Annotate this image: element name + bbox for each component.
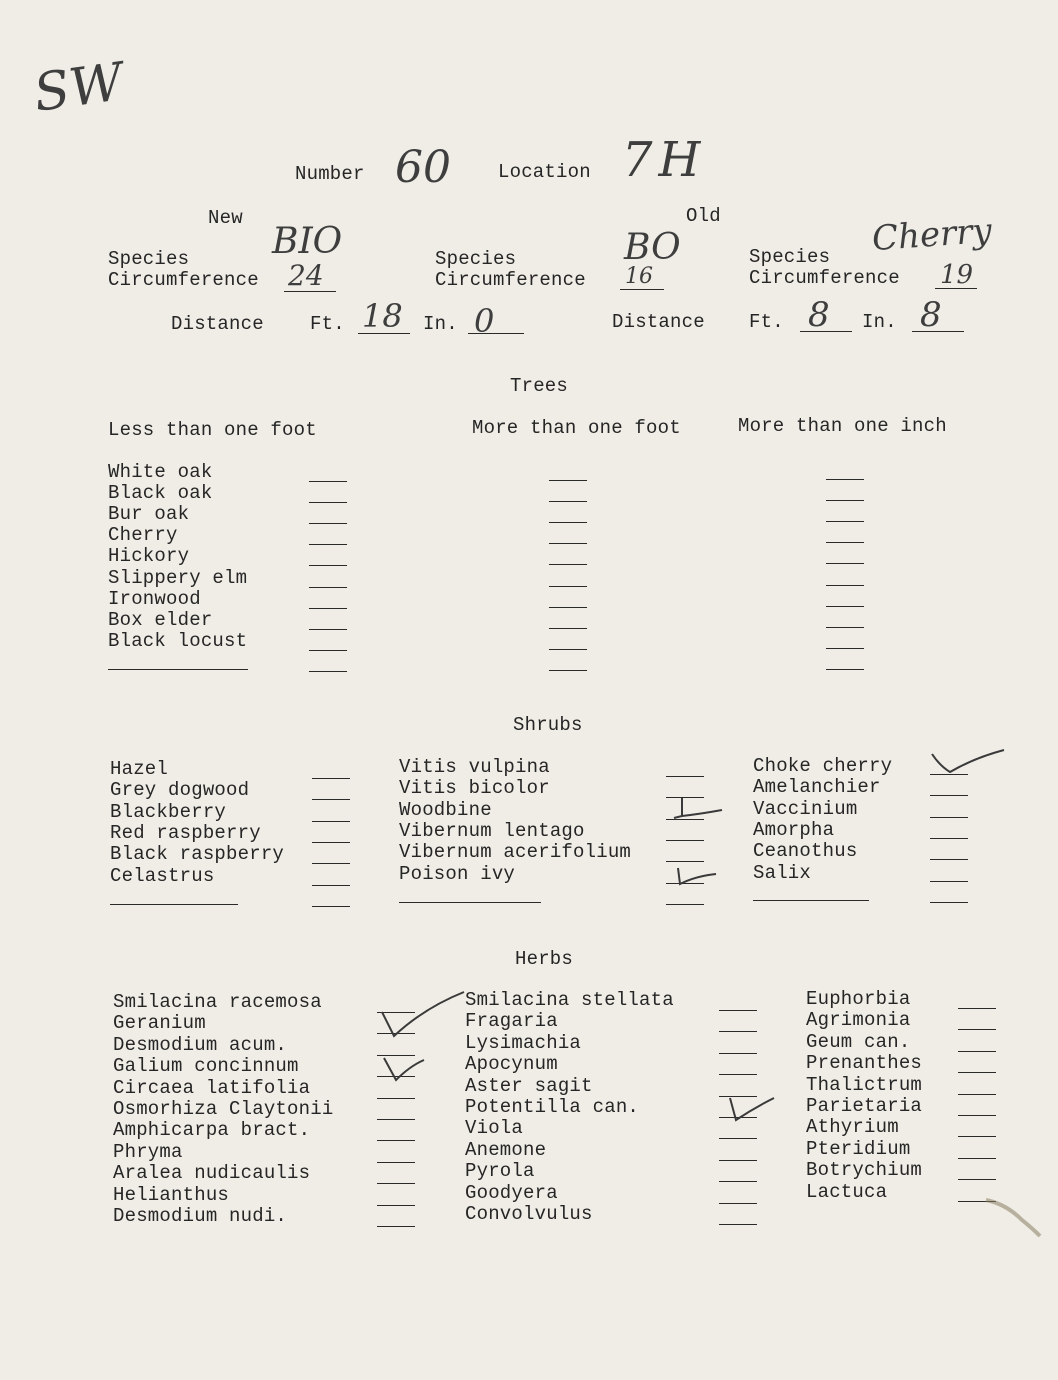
shrub-blank [312, 821, 350, 822]
old2-circumference-value: 19 [940, 260, 974, 290]
shrub-blank [930, 881, 968, 882]
herb-blank [958, 1179, 996, 1180]
shrub-label: Hazel [110, 758, 169, 780]
herb-label: Lysimachia [465, 1031, 582, 1054]
new-species-label: Species [108, 248, 190, 270]
tree-blank-more-than-inch [826, 585, 864, 586]
herb-blank [377, 1183, 415, 1184]
shrub-label: Blackberry [110, 800, 227, 823]
shrub-label: Grey dogwood [110, 779, 250, 802]
herb-blank [377, 1205, 415, 1206]
herb-label: Geranium [113, 1012, 206, 1035]
number-label: Number [295, 163, 365, 185]
shrub-label: Ceanothus [753, 840, 858, 863]
tree-blank-more-than-foot [549, 670, 587, 671]
herb-blank [719, 1160, 757, 1161]
shrub-blank [930, 817, 968, 818]
herb-blank [719, 1074, 757, 1075]
tree-blank-less-than-foot [309, 671, 347, 672]
herb-label: Smilacina stellata [465, 989, 674, 1011]
old-heading: Old [686, 205, 721, 227]
tree-label: Box elder [108, 608, 213, 631]
trees-extra-line [108, 669, 248, 670]
herbs-title: Herbs [515, 948, 574, 970]
trees-col1-header: Less than one foot [108, 419, 317, 441]
herb-label: Fragaria [465, 1010, 558, 1033]
corner-note: SW [30, 52, 127, 124]
shrub-blank [312, 906, 350, 907]
herb-label: Parietaria [806, 1095, 923, 1117]
old2-species-value: Cherry [870, 210, 993, 260]
shrub-label: Celastrus [110, 864, 215, 887]
herb-blank [377, 1119, 415, 1120]
herb-label: Geum can. [806, 1030, 911, 1053]
old1-species-value: BO [624, 227, 681, 268]
check-mark-icon [378, 990, 468, 1040]
old1-species-label: Species [435, 248, 517, 270]
herb-label: Aralea nudicaulis [113, 1162, 311, 1185]
tree-blank-more-than-foot [549, 543, 587, 544]
shrub-label: Choke cherry [753, 755, 893, 777]
tree-blank-more-than-foot [549, 522, 587, 523]
old2-species-label: Species [749, 246, 831, 268]
shrub-blank [666, 776, 704, 777]
shrub-blank [666, 861, 704, 862]
shrub-label: Vitis bicolor [399, 777, 550, 800]
shrub-blank [312, 799, 350, 800]
check-mark-icon [670, 796, 726, 826]
tree-label: Black locust [108, 629, 248, 652]
old1-ft-label: Ft. [749, 311, 784, 333]
herb-label: Smilacina racemosa [113, 991, 322, 1013]
tree-blank-more-than-foot [549, 586, 587, 587]
check-mark-icon [926, 748, 1008, 780]
shrub-label: Black raspberry [110, 843, 285, 866]
herb-blank [377, 1162, 415, 1163]
shrub-label: Vitis vulpina [399, 756, 550, 778]
tree-blank-more-than-foot [549, 607, 587, 608]
herb-label: Circaea latifolia [113, 1076, 311, 1099]
herb-label: Agrimonia [806, 1009, 911, 1032]
shrub-blank [930, 859, 968, 860]
shrub-blank [312, 842, 350, 843]
tree-blank-more-than-inch [826, 479, 864, 480]
herb-label: Galium concinnum [113, 1055, 299, 1078]
herb-blank [719, 1010, 757, 1011]
shrubs-title: Shrubs [513, 714, 583, 736]
old2-circumference-line [935, 288, 977, 289]
tree-label: Hickory [108, 545, 190, 568]
new-in-value: 0 [474, 302, 495, 340]
shrub-blank [666, 904, 704, 905]
tree-label: Black oak [108, 482, 213, 505]
new-ft-line [358, 333, 410, 334]
new-distance-label: Distance [171, 313, 264, 335]
tree-blank-more-than-inch [826, 627, 864, 628]
new-heading: New [208, 207, 243, 229]
shrub-label: Red raspberry [110, 821, 261, 844]
herb-blank [958, 1008, 996, 1009]
herb-blank [719, 1224, 757, 1225]
tree-label: Ironwood [108, 587, 201, 610]
tree-blank-less-than-foot [309, 629, 347, 630]
check-mark-icon [722, 1094, 778, 1124]
herb-label: Anemone [465, 1138, 547, 1161]
herb-label: Lactuca [806, 1180, 888, 1203]
herb-label: Pteridium [806, 1137, 911, 1160]
tree-blank-more-than-inch [826, 669, 864, 670]
herb-blank [958, 1051, 996, 1052]
shrub-blank [312, 885, 350, 886]
new-circumference-line [284, 291, 336, 292]
herb-blank [958, 1158, 996, 1159]
herb-label: Helianthus [113, 1183, 230, 1206]
trees-col2-header: More than one foot [472, 417, 681, 439]
tree-blank-less-than-foot [309, 650, 347, 651]
herb-blank [719, 1138, 757, 1139]
herb-blank [958, 1094, 996, 1095]
tree-blank-more-than-inch [826, 542, 864, 543]
shrub-blank [666, 840, 704, 841]
shrub-label: Vibernum lentago [399, 819, 585, 842]
old1-circumference-line [620, 289, 664, 290]
shrub-label: Salix [753, 861, 812, 884]
shrub-label: Amorpha [753, 818, 835, 841]
herb-label: Prenanthes [806, 1052, 923, 1075]
old1-circumference-label: Circumference [435, 269, 586, 291]
herb-blank [377, 1226, 415, 1227]
tree-blank-more-than-foot [549, 501, 587, 502]
shrub-label: Vibernum acerifolium [399, 841, 632, 864]
herb-blank [719, 1053, 757, 1054]
herb-label: Botrychium [806, 1159, 923, 1182]
check-mark-icon [670, 864, 720, 890]
herb-label: Viola [465, 1117, 524, 1140]
herb-label: Phryma [113, 1140, 183, 1163]
tree-blank-more-than-inch [826, 500, 864, 501]
herb-label: Goodyera [465, 1181, 558, 1204]
tree-label: White oak [108, 461, 213, 483]
herb-label: Pyrola [465, 1160, 535, 1183]
old1-circumference-value: 16 [625, 264, 653, 289]
herb-label: Desmodium acum. [113, 1033, 288, 1056]
location-label: Location [498, 161, 591, 183]
tree-label: Slippery elm [108, 566, 248, 589]
new-species-value: BIO [272, 221, 343, 262]
herb-label: Potentilla can. [465, 1096, 640, 1118]
tree-label: Cherry [108, 524, 178, 547]
shrub-label: Amelanchier [753, 776, 881, 799]
herb-blank [377, 1098, 415, 1099]
old1-distance-label: Distance [612, 311, 705, 333]
tree-blank-less-than-foot [309, 502, 347, 503]
herb-blank [958, 1115, 996, 1116]
herb-blank [377, 1140, 415, 1141]
old1-in-value: 8 [920, 295, 942, 335]
shrubs-extra-line-2 [399, 902, 541, 903]
old2-circumference-label: Circumference [749, 267, 900, 289]
old1-in-label: In. [862, 311, 897, 333]
herb-blank [958, 1072, 996, 1073]
check-mark-icon [378, 1054, 428, 1084]
shrub-blank [312, 778, 350, 779]
old1-ft-value: 8 [808, 295, 830, 335]
tree-blank-less-than-foot [309, 608, 347, 609]
old1-ft-line [800, 331, 852, 332]
tree-blank-more-than-inch [826, 563, 864, 564]
tree-blank-less-than-foot [309, 565, 347, 566]
shrub-blank [930, 838, 968, 839]
shrub-blank [312, 863, 350, 864]
shrub-label: Poison ivy [399, 862, 516, 885]
trees-title: Trees [510, 375, 569, 397]
new-in-line [468, 333, 524, 334]
herb-label: Aster sagit [465, 1074, 593, 1097]
new-circumference-label: Circumference [108, 269, 259, 291]
herb-label: Thalictrum [806, 1073, 923, 1096]
shrub-label: Vaccinium [753, 797, 858, 820]
herb-blank [719, 1181, 757, 1182]
herb-blank [719, 1203, 757, 1204]
shrub-blank [930, 902, 968, 903]
herb-blank [958, 1029, 996, 1030]
tree-blank-more-than-foot [549, 564, 587, 565]
tree-blank-more-than-foot [549, 628, 587, 629]
herb-blank [958, 1136, 996, 1137]
tree-blank-more-than-inch [826, 521, 864, 522]
tree-blank-more-than-foot [549, 649, 587, 650]
tree-label: Bur oak [108, 503, 190, 526]
herb-label: Euphorbia [806, 988, 911, 1010]
tree-blank-more-than-foot [549, 480, 587, 481]
herb-label: Desmodium nudi. [113, 1205, 288, 1227]
new-ft-value: 18 [362, 297, 403, 335]
herb-label: Amphicarpa bract. [113, 1119, 311, 1142]
new-circumference-value: 24 [288, 259, 324, 292]
old1-in-line [912, 331, 964, 332]
herb-label: Convolvulus [465, 1203, 593, 1225]
stain-mark [982, 1194, 1046, 1240]
herb-label: Apocynum [465, 1053, 558, 1076]
new-ft-label: Ft. [310, 313, 345, 335]
tree-blank-less-than-foot [309, 523, 347, 524]
herb-label: Osmorhiza Claytonii [113, 1098, 334, 1120]
herb-label: Athyrium [806, 1116, 899, 1139]
shrubs-extra-line-3 [753, 900, 869, 901]
location-value: 7H [622, 132, 707, 188]
tree-blank-more-than-inch [826, 648, 864, 649]
tree-blank-less-than-foot [309, 544, 347, 545]
shrubs-extra-line-1 [110, 904, 238, 905]
shrub-blank [930, 795, 968, 796]
shrub-label: Woodbine [399, 798, 492, 821]
tree-blank-more-than-inch [826, 606, 864, 607]
tree-blank-less-than-foot [309, 481, 347, 482]
tree-blank-less-than-foot [309, 587, 347, 588]
herb-blank [719, 1031, 757, 1032]
new-in-label: In. [423, 313, 458, 335]
trees-col3-header: More than one inch [738, 415, 947, 437]
number-value: 60 [395, 142, 451, 193]
